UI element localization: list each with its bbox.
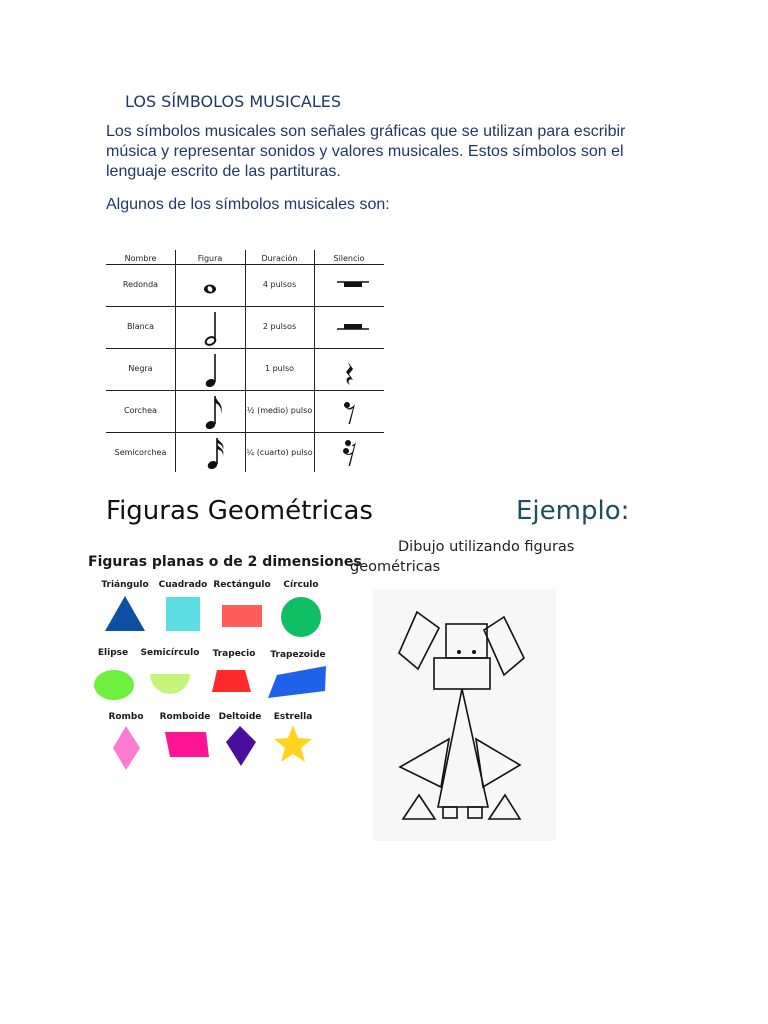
table-cell: Negra — [128, 364, 153, 373]
table-rule — [175, 250, 176, 472]
shape-label: Cuadrado — [158, 580, 208, 590]
half-rest-icon — [336, 320, 370, 334]
table-rule — [106, 390, 384, 391]
star-shape — [274, 725, 312, 762]
trapezium-shape — [212, 670, 251, 692]
head-square — [446, 624, 487, 658]
ellipse-shape — [94, 670, 134, 700]
caption-line: Dibujo utilizando figuras — [398, 539, 575, 555]
left-arm-triangle — [400, 739, 449, 787]
shape-label: Rombo — [108, 712, 144, 722]
whole-note-icon — [200, 280, 220, 296]
intro-line: Los símbolos musicales son señales gráficas que se utilizan para escribir — [106, 123, 626, 140]
table-rule — [314, 250, 315, 472]
quarter-rest-icon — [342, 360, 358, 388]
card-title: Figuras planas o de 2 dimensiones — [88, 554, 362, 570]
shape-label: Trapecio — [212, 649, 256, 659]
kite-shape — [226, 726, 256, 766]
table-header: Duración — [261, 254, 298, 263]
rectangle-shape — [222, 605, 262, 627]
intro-paragraph — [106, 122, 676, 182]
half-note-icon — [202, 310, 222, 348]
right-foot-triangle — [489, 795, 520, 819]
sixteenth-rest-icon — [342, 438, 360, 468]
left-ear-shape — [399, 612, 439, 669]
plane-figures-card — [86, 548, 362, 772]
geometric-figures-title: Figuras Geométricas — [106, 496, 373, 526]
semicircle-shape — [150, 674, 190, 694]
shape-label: Elipse — [97, 648, 129, 658]
table-rule — [106, 348, 384, 349]
shape-label: Círculo — [283, 580, 319, 590]
table-cell: 1 pulso — [264, 364, 295, 373]
shape-label: Deltoide — [218, 712, 262, 722]
shape-label: Romboide — [159, 712, 211, 722]
shape-label: Rectángulo — [213, 580, 271, 590]
table-cell: 2 pulsos — [262, 322, 297, 331]
triangle-shape — [105, 596, 145, 631]
shape-label: Trapezoide — [270, 650, 326, 660]
shape-label: Semicírculo — [140, 648, 200, 658]
table-header: Silencio — [333, 254, 365, 263]
table-cell: Semicorchea — [114, 448, 167, 457]
trapezoid-shape — [268, 666, 326, 698]
table-cell: 4 pulsos — [262, 280, 297, 289]
table-rule — [106, 432, 384, 433]
rhomboid-shape — [165, 732, 209, 757]
right-eye-dot — [472, 650, 476, 654]
left-foot-triangle — [403, 795, 435, 819]
quarter-note-icon — [202, 352, 222, 390]
table-cell: ¼ (cuarto) pulso — [246, 448, 313, 457]
shape-label: Estrella — [273, 712, 313, 722]
caption-line: geométricas — [350, 559, 441, 575]
table-cell: ½ (medio) pulso — [246, 406, 313, 415]
body-triangle — [438, 689, 488, 807]
left-leg-square — [443, 807, 457, 818]
whole-rest-icon — [336, 278, 370, 292]
shape-label: Triángulo — [101, 580, 149, 590]
music-symbols-table — [106, 250, 384, 472]
table-rule — [106, 306, 384, 307]
figure-drawing-image — [373, 589, 556, 841]
example-title: Ejemplo: — [516, 496, 630, 526]
left-eye-dot — [457, 650, 461, 654]
eighth-rest-icon — [342, 400, 358, 426]
rhombus-shape — [113, 726, 140, 770]
shapes-drawing — [86, 548, 340, 772]
eighth-note-icon — [202, 394, 226, 432]
table-cell: Redonda — [122, 280, 159, 289]
intro-line: música y representar sonidos y valores musicales. Estos símbolos son el — [106, 143, 624, 160]
square-shape — [166, 597, 200, 631]
table-header: Nombre — [124, 254, 157, 263]
sixteenth-note-icon — [204, 436, 228, 472]
table-header: Figura — [197, 254, 223, 263]
example-caption — [350, 537, 600, 577]
right-leg-square — [468, 807, 482, 818]
table-cell: Corchea — [124, 406, 157, 415]
snout-rectangle — [434, 658, 490, 689]
geometric-figure-drawing — [373, 589, 556, 841]
right-arm-triangle — [476, 739, 520, 787]
table-cell: Blanca — [127, 322, 154, 331]
page-heading: LOS SÍMBOLOS MUSICALES — [125, 92, 342, 111]
subintro-paragraph: Algunos de los símbolos musicales son: — [106, 196, 390, 213]
intro-line: lenguaje escrito de las partituras. — [106, 163, 341, 180]
circle-shape — [281, 597, 321, 637]
